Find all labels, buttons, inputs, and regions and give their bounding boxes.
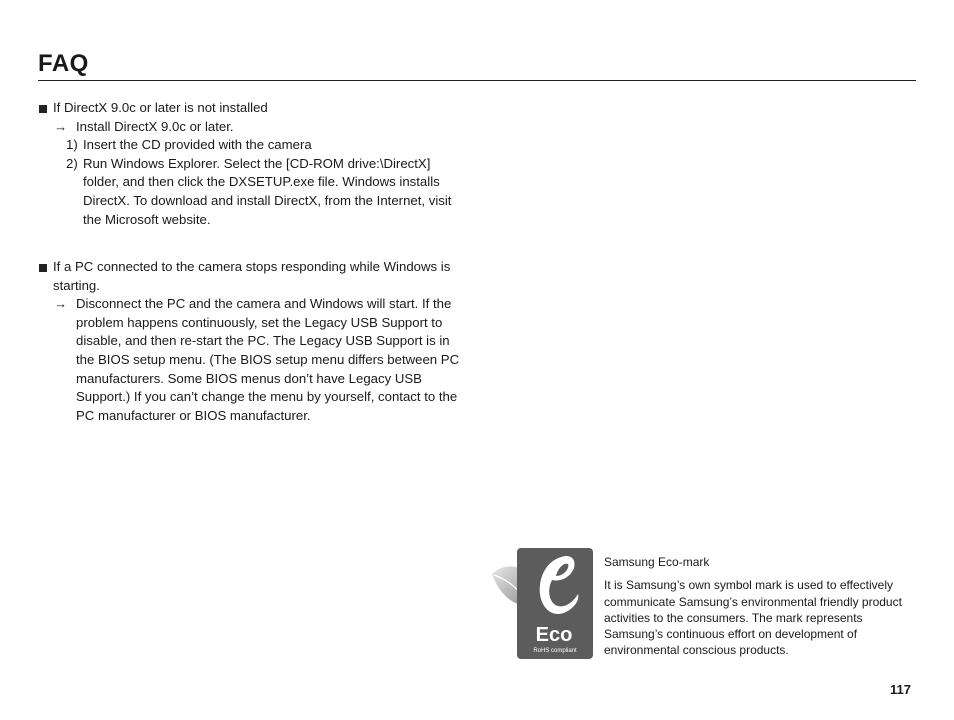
- page-number: 117: [890, 682, 911, 697]
- step-number: 1): [66, 137, 78, 153]
- faq-answer-text: Disconnect the PC and the camera and Windows will start. If the problem happens continuously, set the Legacy USB Support to disable, and then re-start the PC. The Legacy USB Support is in the BIOS setup menu. (The BIOS setup menu differs between PC manufacturers. Some BIOS menus don’t have Legacy USB Support.) If you can’t change the menu by yourself, contact to the PC manufacturer or BIOS manufacturer.: [76, 296, 460, 423]
- eco-mark-title: Samsung Eco-mark: [604, 555, 710, 569]
- faq-answer: [38, 295, 468, 425]
- eco-mark-description-block: [604, 554, 916, 659]
- arrow-icon: →: [54, 118, 68, 134]
- faq-item-directx: [38, 99, 468, 229]
- faq-question: If DirectX 9.0c or later is not installed: [38, 99, 468, 118]
- faq-step: [38, 155, 468, 229]
- step-number: 2): [66, 155, 78, 171]
- eco-logo-word: Eco: [535, 624, 573, 646]
- step-text: Run Windows Explorer. Select the [CD-ROM drive:\DirectX] folder, and then click the DXSETUP.exe file. Windows installs DirectX. To download and install DirectX, from the Internet, visit the Microsoft website.: [83, 155, 452, 227]
- arrow-icon: →: [54, 296, 68, 312]
- faq-answer-text: Install DirectX 9.0c or later.: [76, 118, 234, 134]
- faq-answer: [38, 118, 468, 137]
- eco-mark-logo: [490, 548, 594, 660]
- eco-mark-description: It is Samsung’s own symbol mark is used to effectively communicate Samsung’s environmental friendly product activities to the consumers. The mark represents Samsung’s continuous effort on development of environmental conscious products.: [604, 578, 902, 658]
- eco-leaf-icon: [490, 548, 594, 660]
- faq-item-pc-not-responding: [38, 258, 468, 425]
- page-title: FAQ: [38, 50, 89, 77]
- faq-step: [38, 136, 468, 155]
- faq-question: If a PC connected to the camera stops responding while Windows is starting.: [38, 258, 468, 295]
- title-divider: [38, 80, 916, 81]
- step-text: Insert the CD provided with the camera: [83, 137, 312, 153]
- eco-logo-subtext: RoHS compliant: [533, 648, 577, 654]
